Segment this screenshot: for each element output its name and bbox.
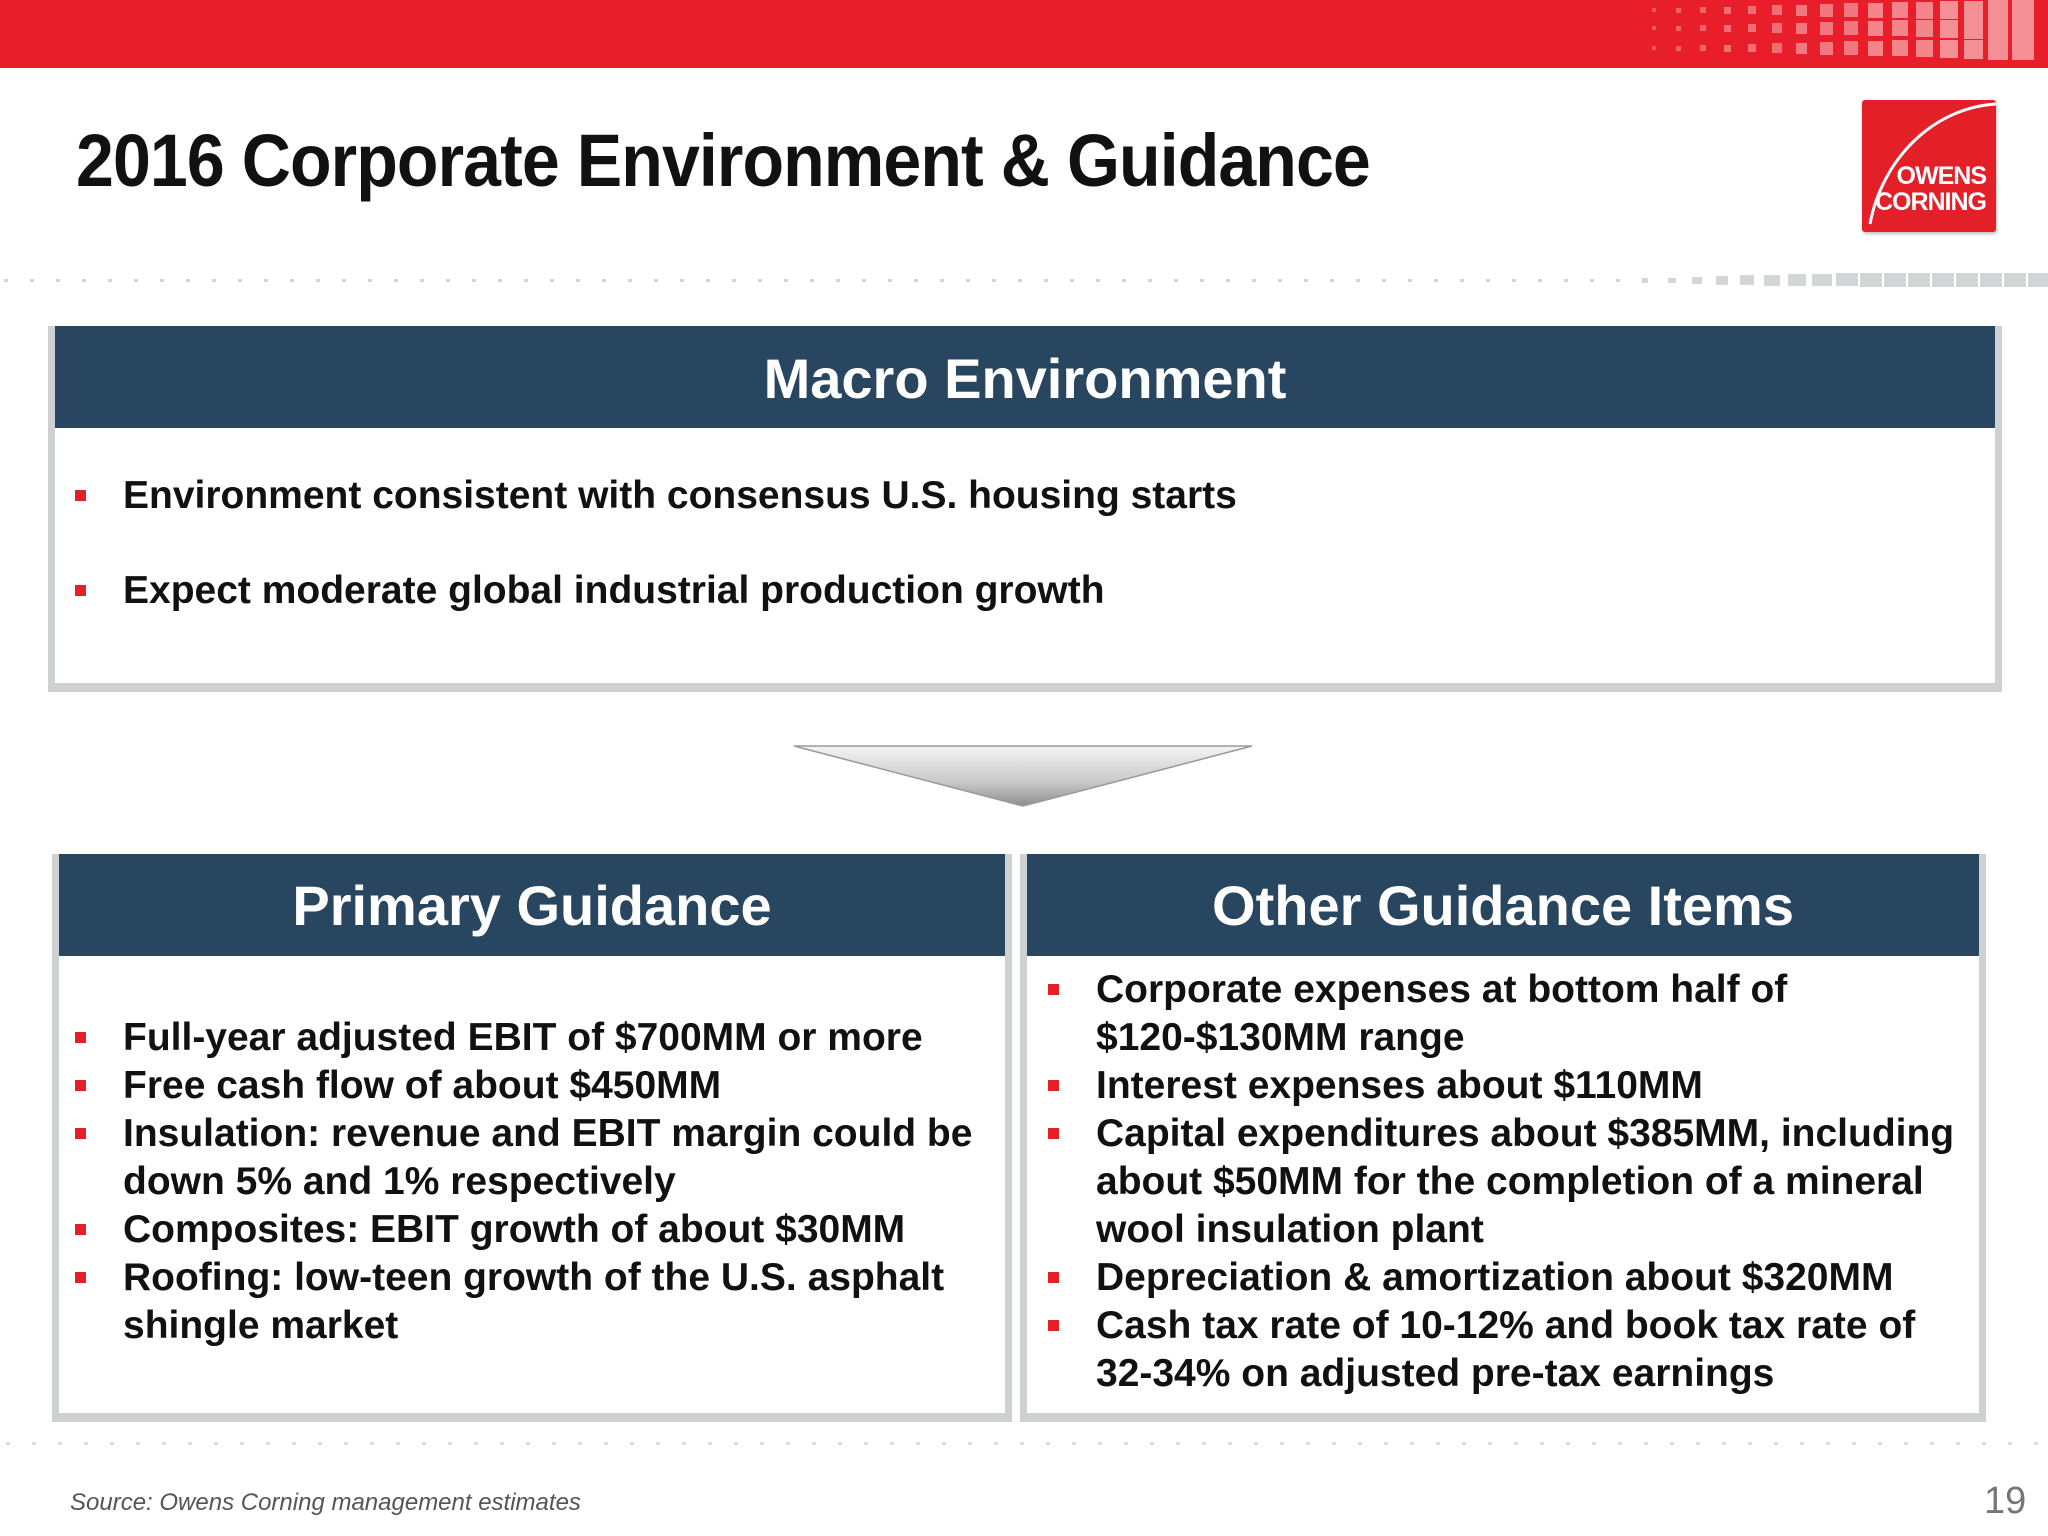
list-item: Composites: EBIT growth of about $30MM — [123, 1206, 1003, 1254]
top-bar-dot-pattern — [1628, 0, 2048, 68]
bullet-square-icon — [75, 1080, 86, 1091]
macro-environment-list — [123, 472, 1237, 662]
owens-corning-logo — [1862, 100, 1996, 232]
list-item: Free cash flow of about $450MM — [123, 1062, 1003, 1110]
bullet-square-icon — [75, 1128, 86, 1139]
page-number: 19 — [1984, 1480, 2027, 1522]
dotted-divider — [0, 273, 2048, 287]
primary-guidance-heading: Primary Guidance — [59, 854, 1005, 956]
other-guidance-heading: Other Guidance Items — [1027, 854, 1979, 956]
list-item: Cash tax rate of 10-12% and book tax rate of 32-34% on adjusted pre-tax earnings — [1096, 1302, 1976, 1398]
bullet-square-icon — [1048, 1080, 1059, 1091]
macro-environment-heading: Macro Environment — [55, 326, 1995, 428]
bottom-dotted-divider — [0, 1438, 2048, 1448]
list-item: Full-year adjusted EBIT of $700MM or more — [123, 1014, 1003, 1062]
list-item: Depreciation & amortization about $320MM — [1096, 1254, 1976, 1302]
list-item: Insulation: revenue and EBIT margin could be down 5% and 1% respectively — [123, 1110, 1003, 1206]
bullet-square-icon — [75, 1032, 86, 1043]
primary-guidance-list — [123, 1014, 1003, 1350]
other-guidance-list — [1096, 966, 1976, 1398]
list-item: Roofing: low-teen growth of the U.S. asphalt shingle market — [123, 1254, 1003, 1350]
bullet-square-icon — [75, 490, 86, 501]
list-item: Capital expenditures about $385MM, including about $50MM for the completion of a mineral wool insulation plant — [1096, 1110, 1976, 1254]
bullet-square-icon — [75, 585, 86, 596]
list-item: Interest expenses about $110MM — [1096, 1062, 1976, 1110]
bullet-square-icon — [1048, 1128, 1059, 1139]
list-item: Corporate expenses at bottom half of $120-$130MM range — [1096, 966, 1976, 1062]
source-note: Source: Owens Corning management estimates — [70, 1489, 581, 1516]
bullet-square-icon — [75, 1272, 86, 1283]
list-item: Expect moderate global industrial production growth — [123, 567, 1237, 615]
bullet-square-icon — [1048, 1320, 1059, 1331]
down-arrow-icon — [790, 742, 1256, 810]
logo-text-line2: CORNING — [1874, 188, 1986, 216]
bullet-square-icon — [75, 1224, 86, 1235]
bullet-square-icon — [1048, 1272, 1059, 1283]
bullet-square-icon — [1048, 984, 1059, 995]
logo-text-line1: OWENS — [1896, 162, 1986, 190]
slide-title: 2016 Corporate Environment & Guidance — [76, 119, 1370, 202]
list-item: Environment consistent with consensus U.S. housing starts — [123, 472, 1237, 520]
